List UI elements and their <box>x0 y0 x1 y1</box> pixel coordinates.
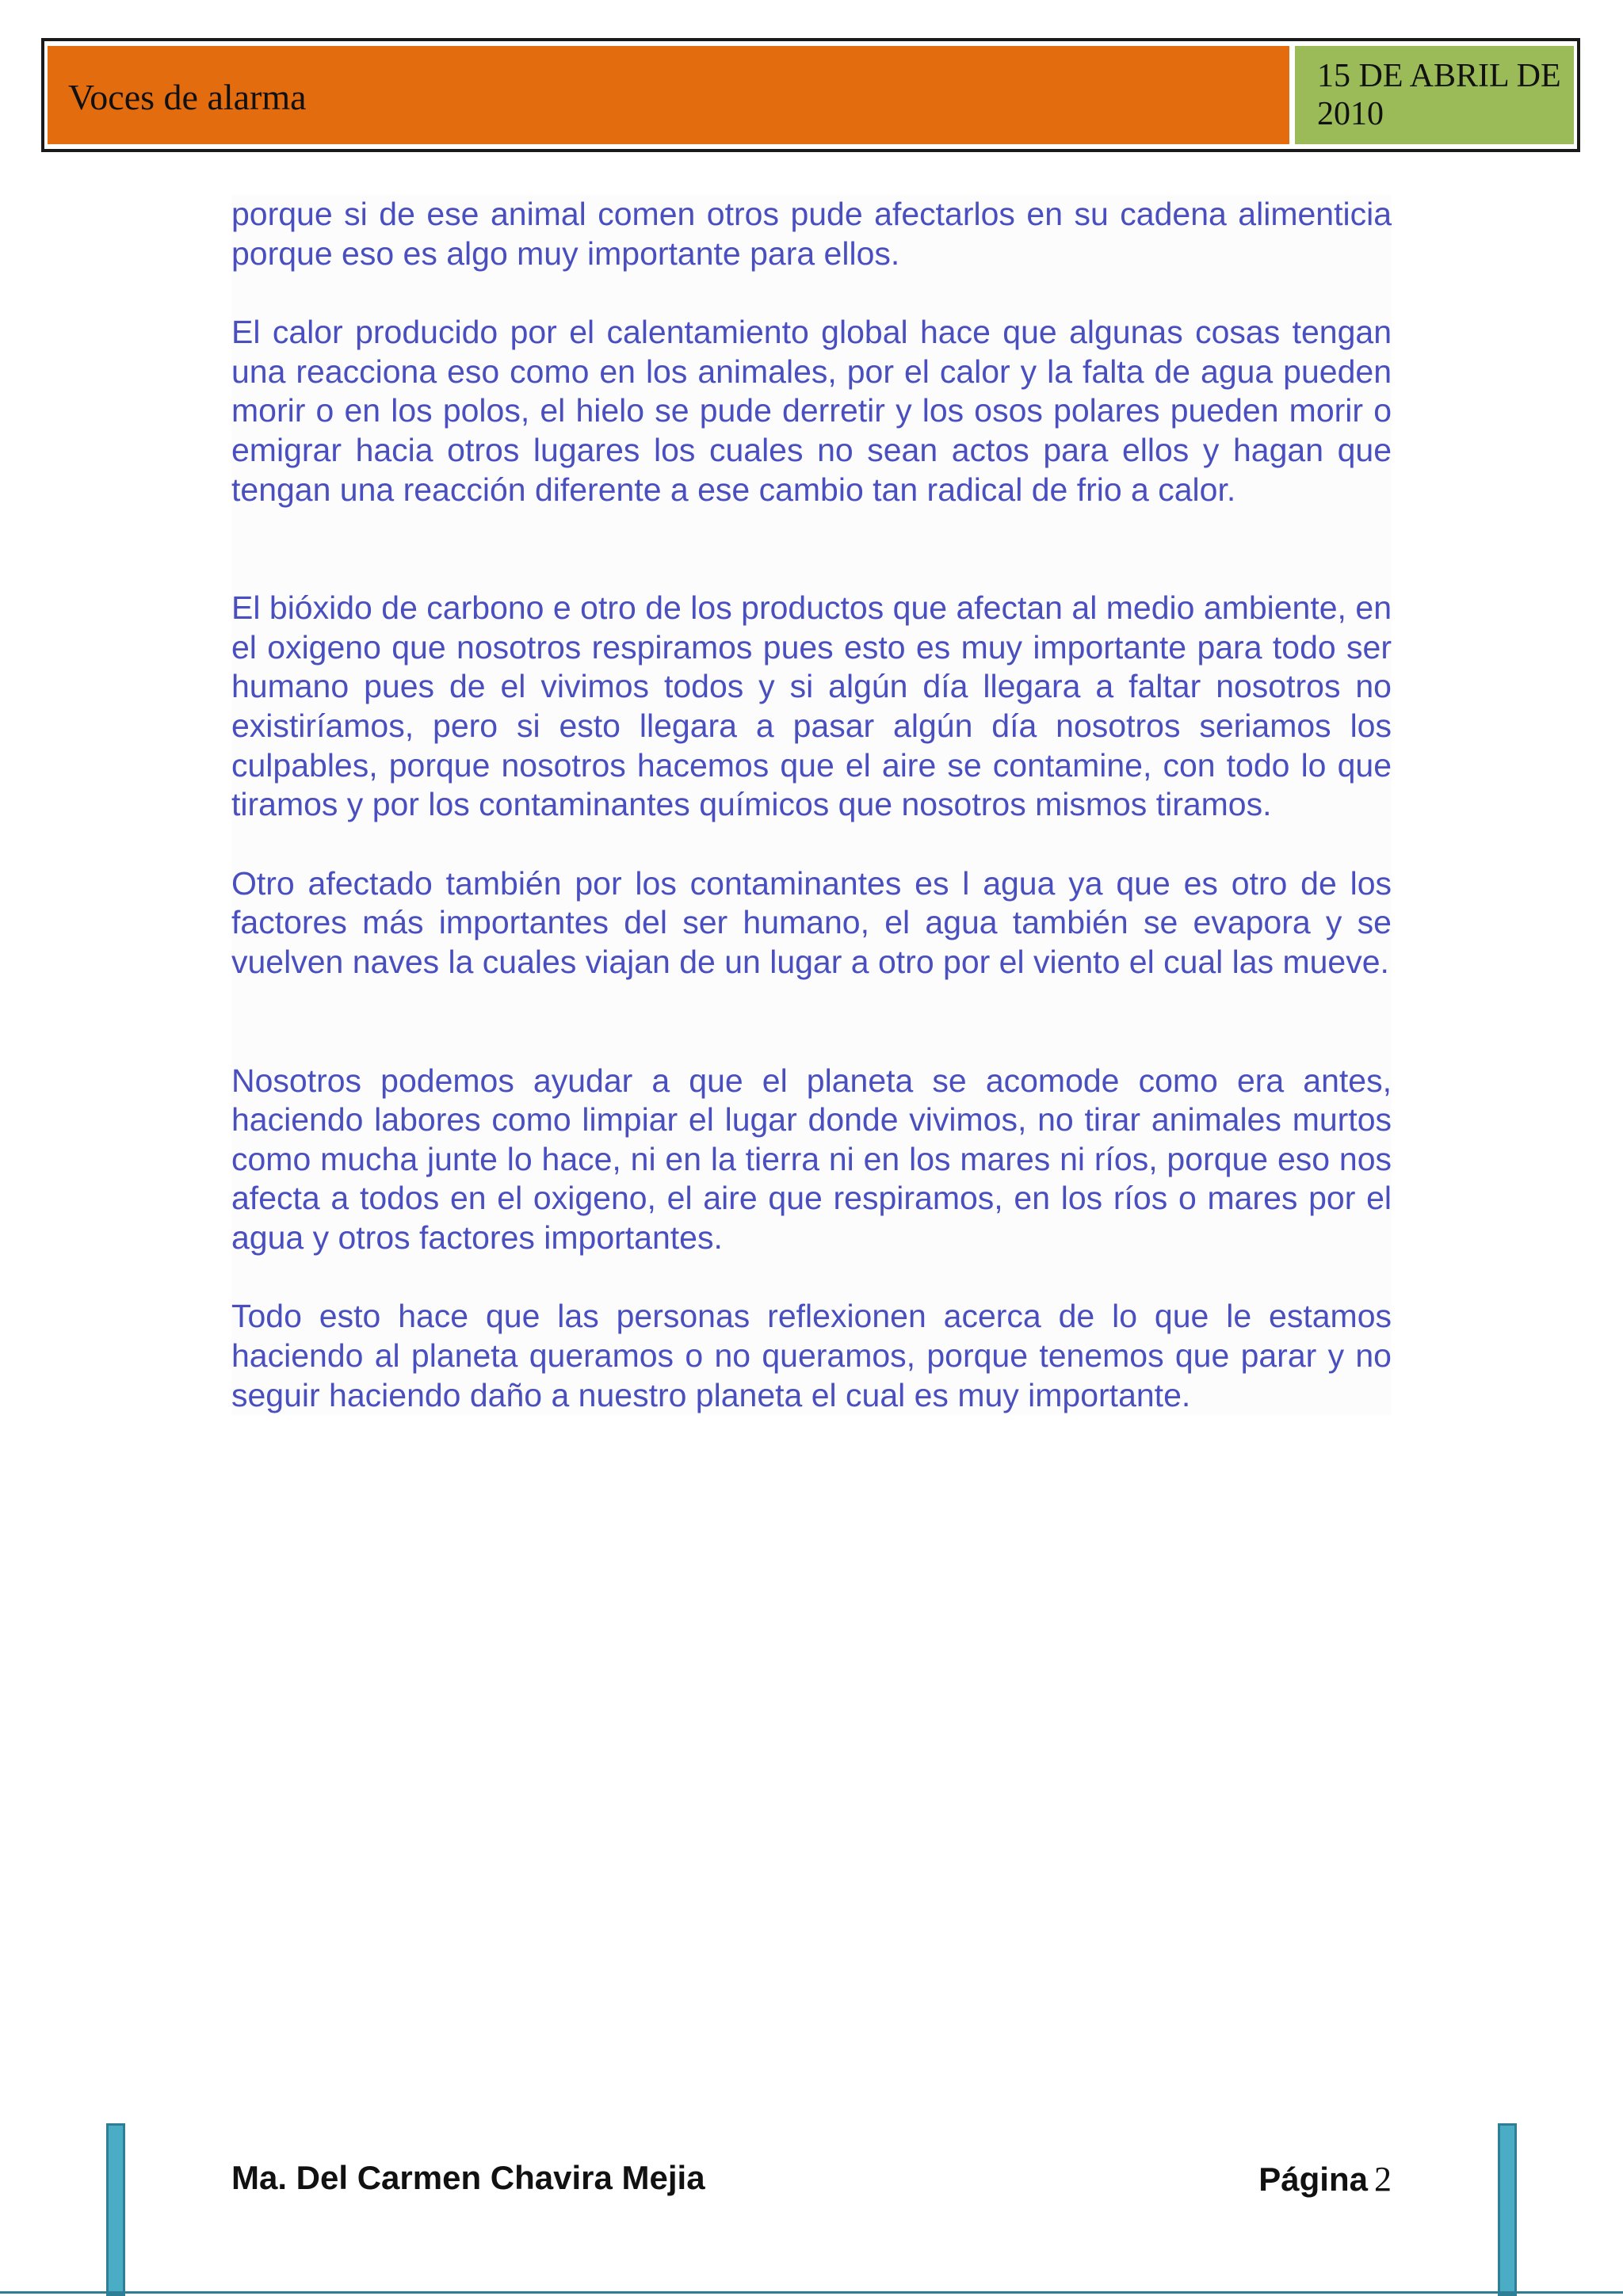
page-number <box>1258 2159 1392 2199</box>
page-number-value: 2 <box>1374 2160 1392 2199</box>
footer-divider <box>0 2291 1623 2294</box>
paragraph: Otro afectado también por los contaminantes es l agua ya que es otro de los factores más importantes del ser humano, el agua también se evapora y se vuelven naves la cuales viajan de un lugar a otro por el viento el cual las mueve. <box>231 864 1392 980</box>
document-title: Voces de alarma <box>68 77 307 117</box>
footer-right-accent-bar <box>1498 2123 1517 2296</box>
footer-author: Ma. Del Carmen Chavira Mejia <box>231 2159 705 2196</box>
paragraph: El calor producido por el calentamiento global hace que algunas cosas tengan una reacciona eso como en los animales, por el calor y la falta de agua pueden morir o en los polos, el hielo se pude derretir y los osos polares pueden morir o emigrar hacia otros lugares los cuales no sean actos para ellos y hagan que tengan una reacción diferente a ese cambio tan radical de frio a calor. <box>231 314 1392 508</box>
header-date-box <box>1295 46 1574 144</box>
footer-left-accent-bar <box>106 2123 125 2296</box>
paragraph: Nosotros podemos ayudar a que el planeta se acomode como era antes, haciendo labores como limpiar el lugar donde vivimos, no tirar animales murtos como mucha junte lo hace, ni en la tierra ni en los mares ni ríos, porque eso nos afecta a todos en el oxigeno, el aire que respiramos, en los ríos o mares por el agua y otros factores importantes. <box>231 1062 1392 1256</box>
header-title-box <box>48 46 1289 144</box>
page-label: Página <box>1258 2161 1368 2198</box>
document-date: 15 DE ABRIL DE 2010 <box>1317 58 1561 132</box>
paragraph: El bióxido de carbono e otro de los productos que afectan al medio ambiente, en el oxigeno que nosotros respiramos pues esto es muy importante para todo ser humano pues de el vivimos todos y si algún día llegara a faltar nosotros no existiríamos, pero si esto llegara a pasar algún día nosotros seriamos los culpables, porque nosotros hacemos que el aire se contamine, con todo lo que tiramos y por los contaminantes químicos que nosotros mismos tiramos. <box>231 589 1392 823</box>
document-body <box>231 195 1392 1415</box>
paragraph: Todo esto hace que las personas reflexionen acerca de lo que le estamos haciendo al planeta queramos o no queramos, porque tenemos que parar y no seguir haciendo daño a nuestro planeta el cual es muy importante. <box>231 1298 1392 1413</box>
paragraph: porque si de ese animal comen otros pude afectarlos en su cadena alimenticia porque eso es algo muy importante para ellos. <box>231 196 1392 272</box>
